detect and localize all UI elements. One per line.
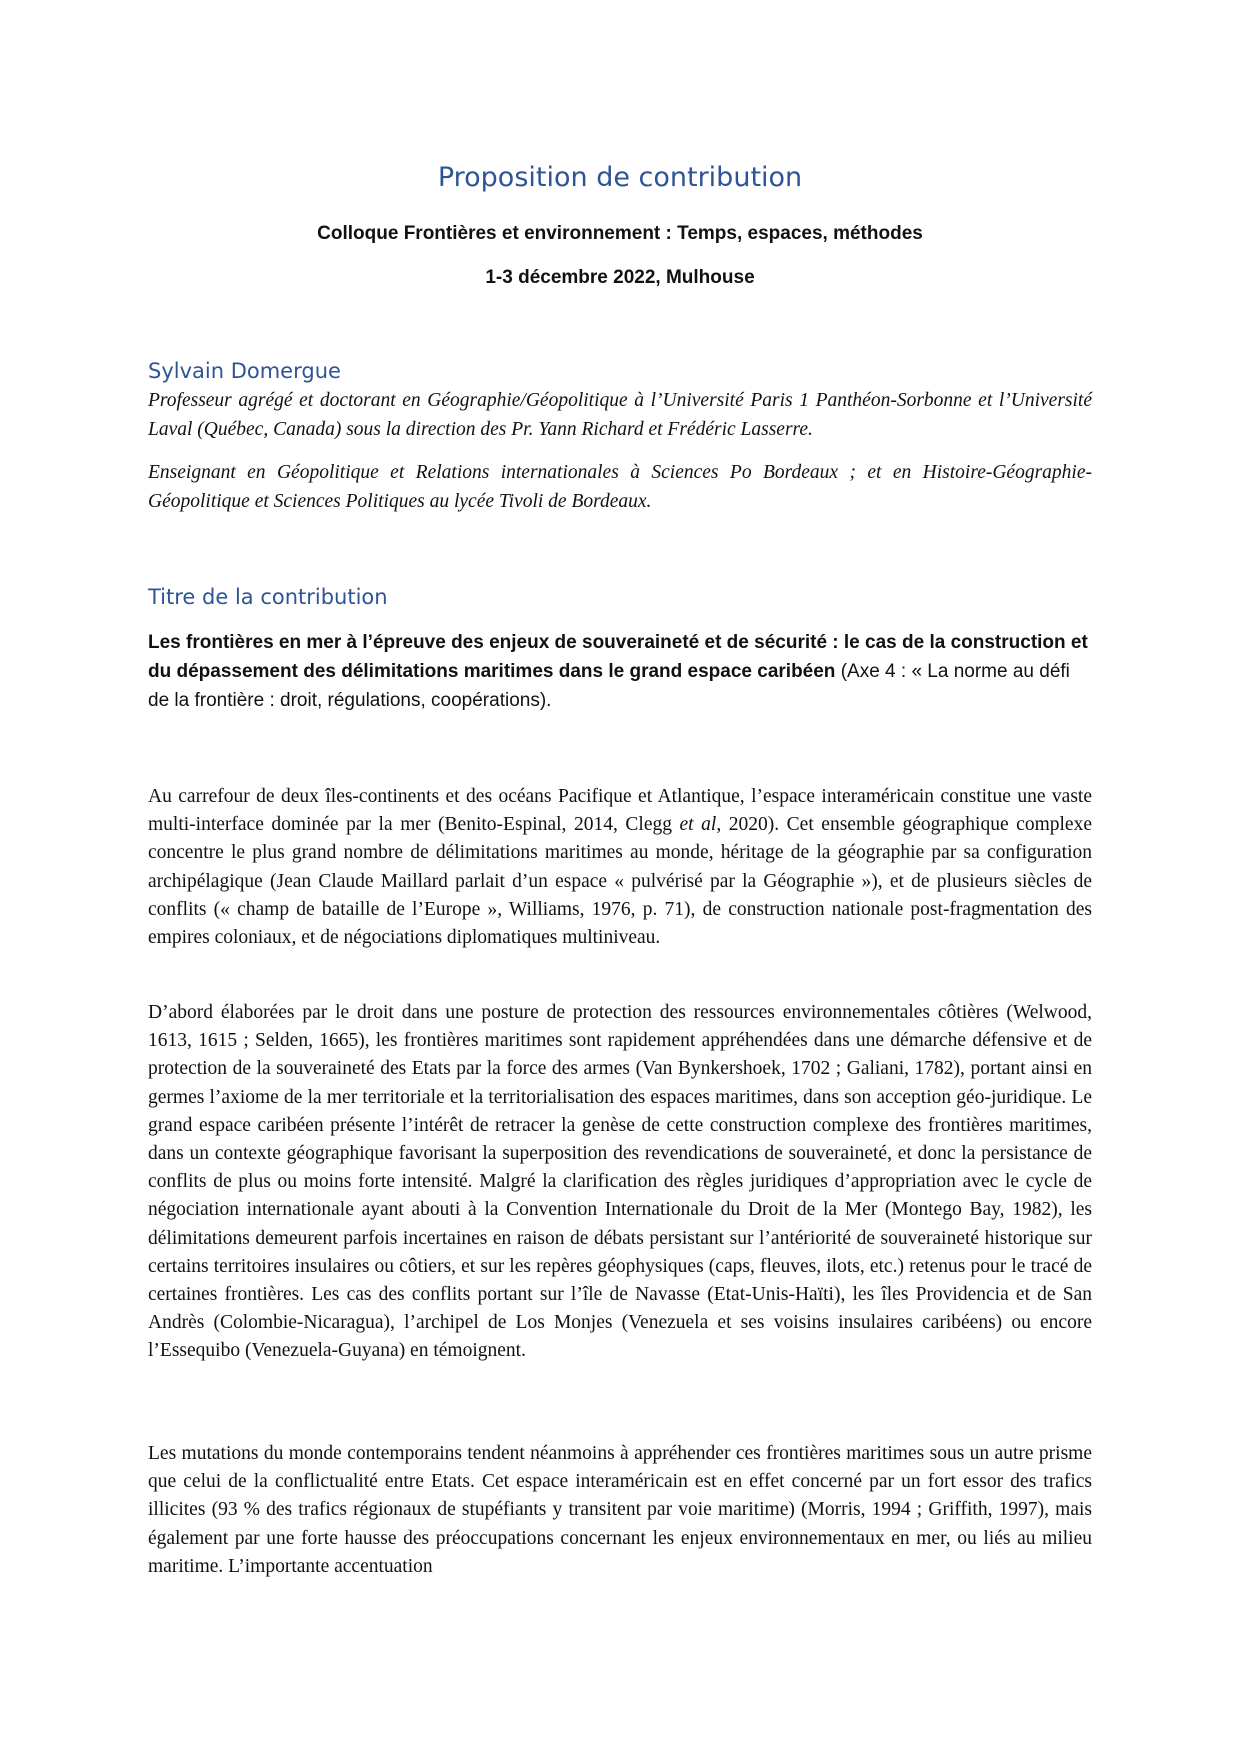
author-name: Sylvain Domergue: [148, 359, 341, 383]
contribution-axis: (Axe 4 : « La norme au défi de la frontière : droit, régulations, coopérations).: [148, 661, 1070, 711]
body-paragraph-3: Les mutations du monde contemporains tendent néanmoins à appréhender ces frontières maritimes sous un autre prisme que celui de la conflictualité entre Etats. Cet espace interaméricain est en effet concerné par un fort essor des trafics illicites (93 % des trafics régionaux de stupéfiants y transitent par voie maritime) (Morris, 1994 ; Griffith, 1997), mais également par une forte hausse des préoccupations concernant les enjeux environnementaux en mer, ou liés au milieu maritime. L’importante accentuation: [148, 1443, 1092, 1577]
document-title: Proposition de contribution: [437, 162, 803, 193]
body-paragraph-1-part-b: , 2020). Cet ensemble géographique complexe concentre le plus grand nombre de délimitations maritimes au monde, héritage de la géographie par sa configuration archipélagique (Jean Claude Maillard parlait d’un espace « pulvérisé par la Géographie »), et de plusieurs siècles de conflits (« champ de bataille de l’Europe », Williams, 1976, p. 71), de construction nationale post-fragmentation des empires coloniaux, et de négociations diplomatiques multiniveau.: [148, 814, 1092, 949]
author-affiliation-2: Enseignant en Géopolitique et Relations internationales à Sciences Po Bordeaux ; et en Histoire-Géographie-Géopolitique et Sciences Politiques au lycée Tivoli de Bordeaux.: [148, 462, 1092, 512]
body-paragraph-1: [148, 783, 1092, 952]
colloque-date-place: 1-3 décembre 2022, Mulhouse: [485, 267, 755, 288]
contribution-title: [148, 628, 1092, 715]
contribution-title-main: Les frontières en mer à l’épreuve des enjeux de souveraineté et de sécurité : le cas de la construction et du dépassement des délimitations maritimes dans le grand espace caribéen: [148, 632, 1088, 682]
contribution-heading: Titre de la contribution: [148, 585, 388, 609]
author-affiliation-1: Professeur agrégé et doctorant en Géographie/Géopolitique à l’Université Paris 1 Panthéon-Sorbonne et l’Université Laval (Québec, Canada) sous la direction des Pr. Yann Richard et Frédéric Lasserre.: [148, 390, 1092, 440]
body-paragraph-2: D’abord élaborées par le droit dans une posture de protection des ressources environnementales côtières (Welwood, 1613, 1615 ; Selden, 1665), les frontières maritimes sont rapidement appréhendées dans une démarche défensive et de protection de la souveraineté des Etats par la force des armes (Van Bynkershoek, 1702 ; Galiani, 1782), portant ainsi en germes l’axiome de la mer territoriale et la territorialisation des espaces maritimes, dans son acception géo-juridique. Le grand espace caribéen présente l’intérêt de retracer la genèse de cette construction complexe des frontières maritimes, dans un contexte géographique favorisant la superposition des revendications de souveraineté, et donc la persistance de conflits de plus ou moins forte intensité. Malgré la clarification des règles juridiques d’appropriation avec le cycle de négociation internationale ayant abouti à la Convention Internationale du Droit de la Mer (Montego Bay, 1982), les délimitations demeurent parfois incertaines en raison de débats persistant sur l’antériorité de souveraineté historique sur certains territoires insulaires ou côtiers, et sur les repères géophysiques (caps, fleuves, ilots, etc.) retenus pour le tracé de certaines frontières. Les cas des conflits portant sur l’île de Navasse (Etat-Unis-Haïti), les îles Providencia et de San Andrès (Colombie-Nicaragua), l’archipel de Los Monjes (Venezuela et ses voisins insulaires caribéens) ou encore l’Essequibo (Venezuela-Guyana) en témoignent.: [148, 1002, 1092, 1362]
body-paragraph-1-etal: et al: [679, 814, 717, 836]
colloque-name: Colloque Frontières et environnement : Temps, espaces, méthodes: [317, 223, 923, 244]
body-paragraph-1-part-a: Au carrefour de deux îles-continents et des océans Pacifique et Atlantique, l’espace interaméricain constitue une vaste multi-interface dominée par la mer (Benito-Espinal, 2014, Clegg: [148, 786, 1092, 836]
